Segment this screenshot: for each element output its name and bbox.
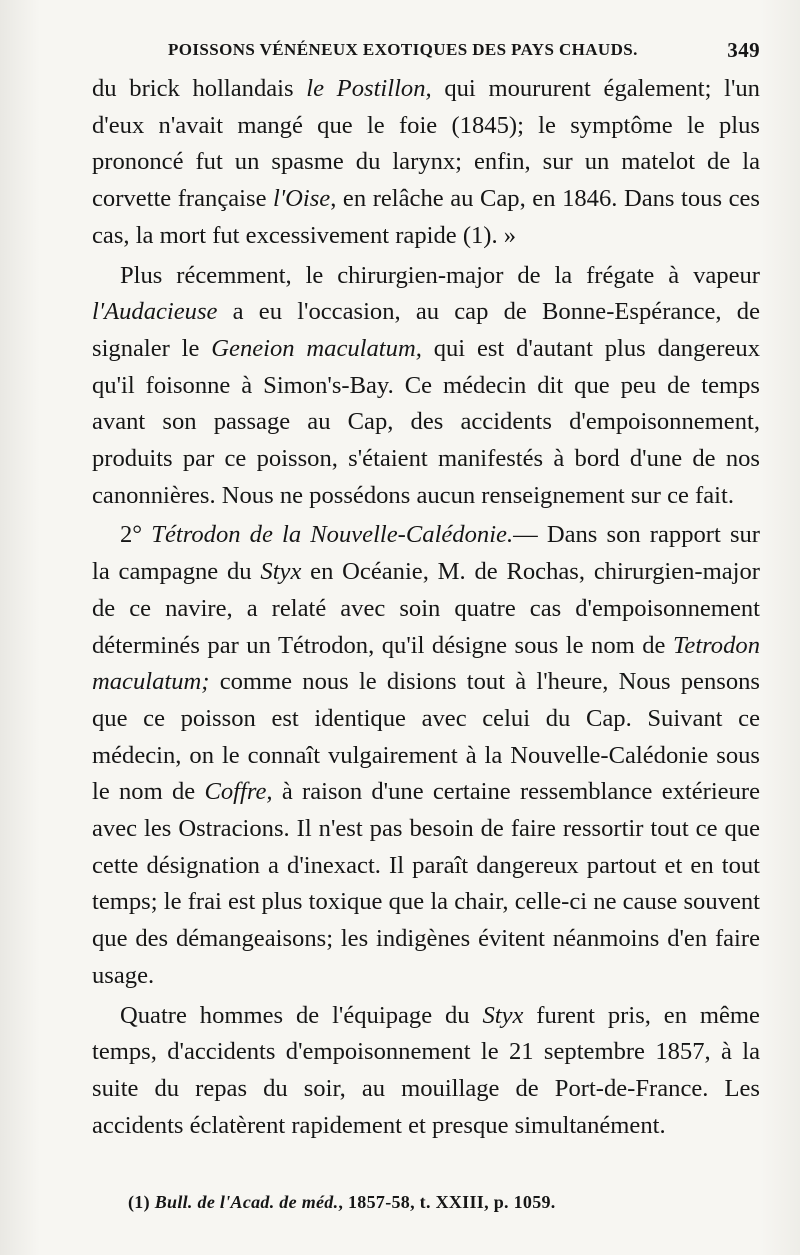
running-title: POISSONS VÉNÉNEUX EXOTIQUES DES PAYS CHAUDS. <box>168 40 638 59</box>
paragraph-1: du brick hollandais le Postillon, qui moururent également; l'un d'eux n'avait mangé que le foie (1845); le symptôme le plus prononcé fut un spasme du larynx; enfin, sur un matelot de la corvette française l'Oise, en relâche au Cap, en 1846. Dans tous ces cas, la mort fut excessivement rapide (1). » <box>92 75 760 249</box>
paragraph-2: Plus récemment, le chirurgien-major de la frégate à vapeur l'Audacieuse a eu l'occasion, au cap de Bonne-Espérance, de signaler le Geneion maculatum, qui est d'autant plus dangereux qu'il foisonne à Simon's-Bay. Ce médecin dit que peu de temps avant son passage au Cap, des accidents d'empoisonnement, produits par ce poisson, s'étaient manifestés à bord d'une de nos canonnières. Nous ne possédons aucun renseignement sur ce fait. <box>92 261 760 509</box>
page-number: 349 <box>727 38 760 62</box>
paragraph-3: 2° Tétrodon de la Nouvelle-Calédonie.— Dans son rapport sur la campagne du Styx en Océanie, M. de Rochas, chirurgien-major de ce navire, a relaté avec soin quatre cas d'empoisonnement déterminés par un Tétrodon, qu'il désigne sous le nom de Tetrodon maculatum; comme nous le disions tout à l'heure, Nous pensons que ce poisson est identique avec celui du Cap. Suivant ce médecin, on le connaît vulgairement à la Nouvelle-Calédonie sous le nom de Coffre, à raison d'une certaine ressemblance extérieure avec les Ostracions. Il n'est pas besoin de faire ressortir tout ce que cette désignation a d'inexact. Il paraît dangereux partout et en tout temps; le frai est plus toxique que la chair, celle-ci ne cause souvent que des démangeaisons; les indigènes évitent néanmoins d'en faire usage. <box>92 521 760 989</box>
footnote: (1) Bull. de l'Acad. de méd., 1857-58, t. XXIII, p. 1059. <box>128 1192 556 1212</box>
page-header <box>168 36 760 66</box>
paragraph-4: Quatre hommes de l'équipage du Styx furent pris, en même temps, d'accidents d'empoisonnement le 21 septembre 1857, à la suite du repas du soir, au mouillage de Port-de-France. Les accidents éclatèrent rapidement et presque simultanément. <box>92 1001 760 1139</box>
body-text <box>92 71 760 1144</box>
